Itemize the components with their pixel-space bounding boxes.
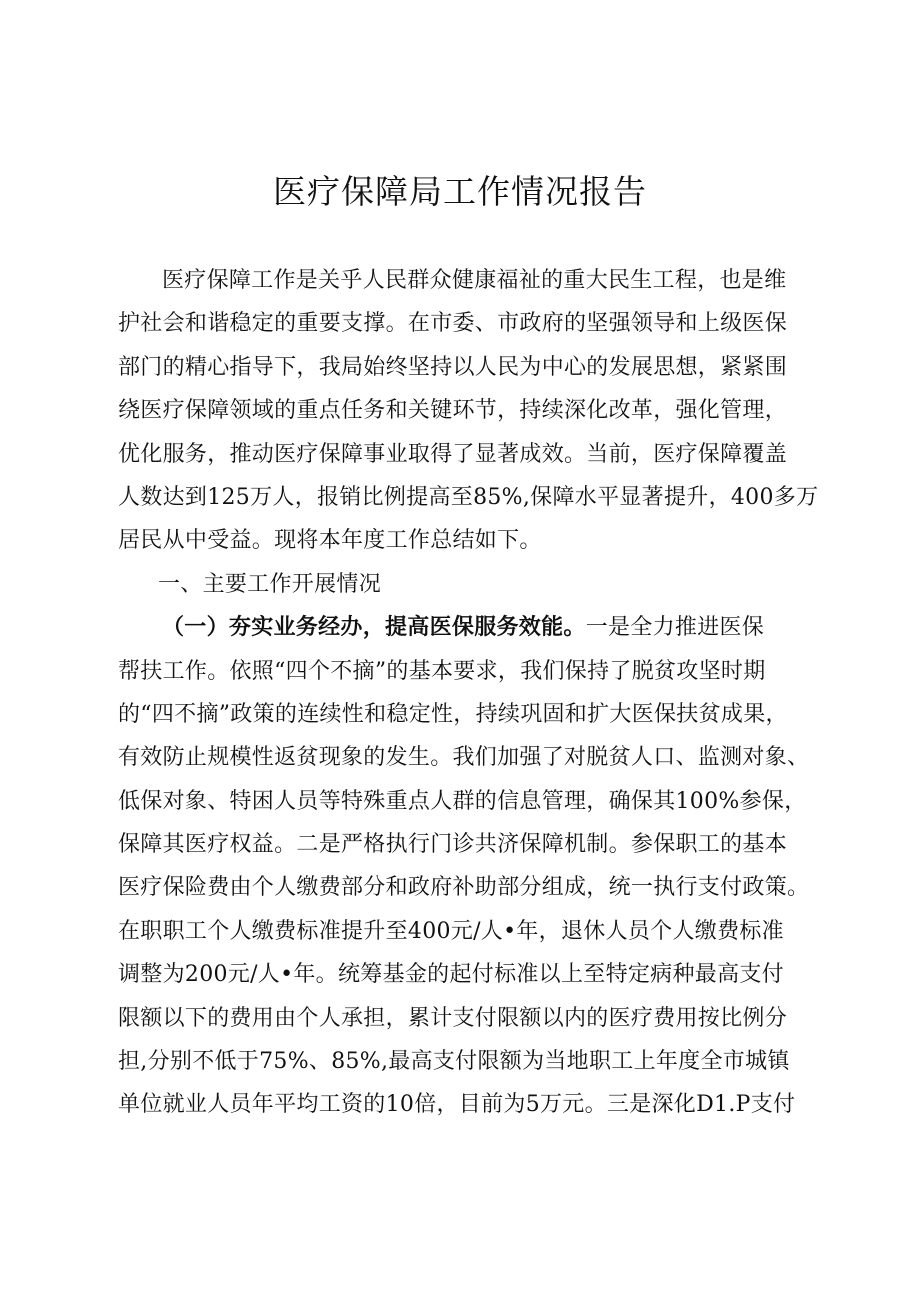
subsection-heading: （一）夯实业务经办，提高医保服务效能。 bbox=[162, 614, 586, 641]
section-heading: 一、主要工作开展情况 bbox=[158, 571, 382, 597]
paragraph-line: 优化服务，推动医疗保障事业取得了显著成效。当前，医疗保障覆盖 bbox=[118, 441, 788, 467]
paragraph-line: 帮扶工作。依照“四个不摘”的基本要求，我们保持了脱贫攻坚时期 bbox=[118, 658, 766, 684]
paragraph-line: 居民从中受益。现将本年度工作总结如下。 bbox=[118, 528, 542, 554]
paragraph-line: 单位就业人员年平均工资的10倍，目前为5万元。三是深化D1.P支付 bbox=[118, 1092, 796, 1118]
paragraph-line: 担,分别不低于75%、85%,最高支付限额为当地职工上年度全市城镇 bbox=[118, 1049, 790, 1075]
paragraph-line: 调整为200元/人•年。统筹基金的起付标准以上至特定病种最高支付 bbox=[118, 962, 784, 988]
paragraph-line: 绕医疗保障领域的重点任务和关键环节，持续深化改革，强化管理， bbox=[118, 398, 788, 424]
subsection-line bbox=[118, 606, 830, 649]
paragraph-line: 部门的精心指导下，我局始终坚持以人民为中心的发展思想，紧紧围 bbox=[118, 354, 788, 380]
paragraph-line: 人数达到125万人，报销比例提高至85%,保障水平显著提升，400多万 bbox=[118, 484, 819, 510]
paragraph-line: 有效防止规模性返贫现象的发生。我们加强了对脱贫人口、监测对象、 bbox=[118, 745, 810, 771]
paragraph-text: 一是全力推进医保 bbox=[585, 615, 765, 641]
paragraph-line: 保障其医疗权益。二是严格执行门诊共济保障机制。参保职工的基本 bbox=[118, 832, 788, 858]
paragraph-line: 低保对象、特困人员等特殊重点人群的信息管理，确保其100%参保， bbox=[118, 788, 807, 814]
paragraph-line: 医疗保障工作是关乎人民群众健康福祉的重大民生工程，也是维 bbox=[162, 268, 787, 293]
document-body bbox=[118, 259, 830, 1127]
document-title: 医疗保障局工作情况报告 bbox=[273, 172, 647, 211]
paragraph-line: 护社会和谐稳定的重要支撑。在市委、市政府的坚强领导和上级医保 bbox=[118, 311, 788, 337]
paragraph-line: 限额以下的费用由个人承担，累计支付限额以内的医疗费用按比例分 bbox=[118, 1005, 788, 1031]
paragraph-line: 在职职工个人缴费标准提升至400元/人•年，退休人员个人缴费标准 bbox=[118, 918, 784, 944]
paragraph-line: 医疗保险费由个人缴费部分和政府补助部分组成，统一执行支付政策。 bbox=[118, 875, 810, 901]
paragraph-line: 的“四不摘”政策的连续性和稳定性，持续巩固和扩大医保扶贫成果， bbox=[118, 701, 788, 727]
